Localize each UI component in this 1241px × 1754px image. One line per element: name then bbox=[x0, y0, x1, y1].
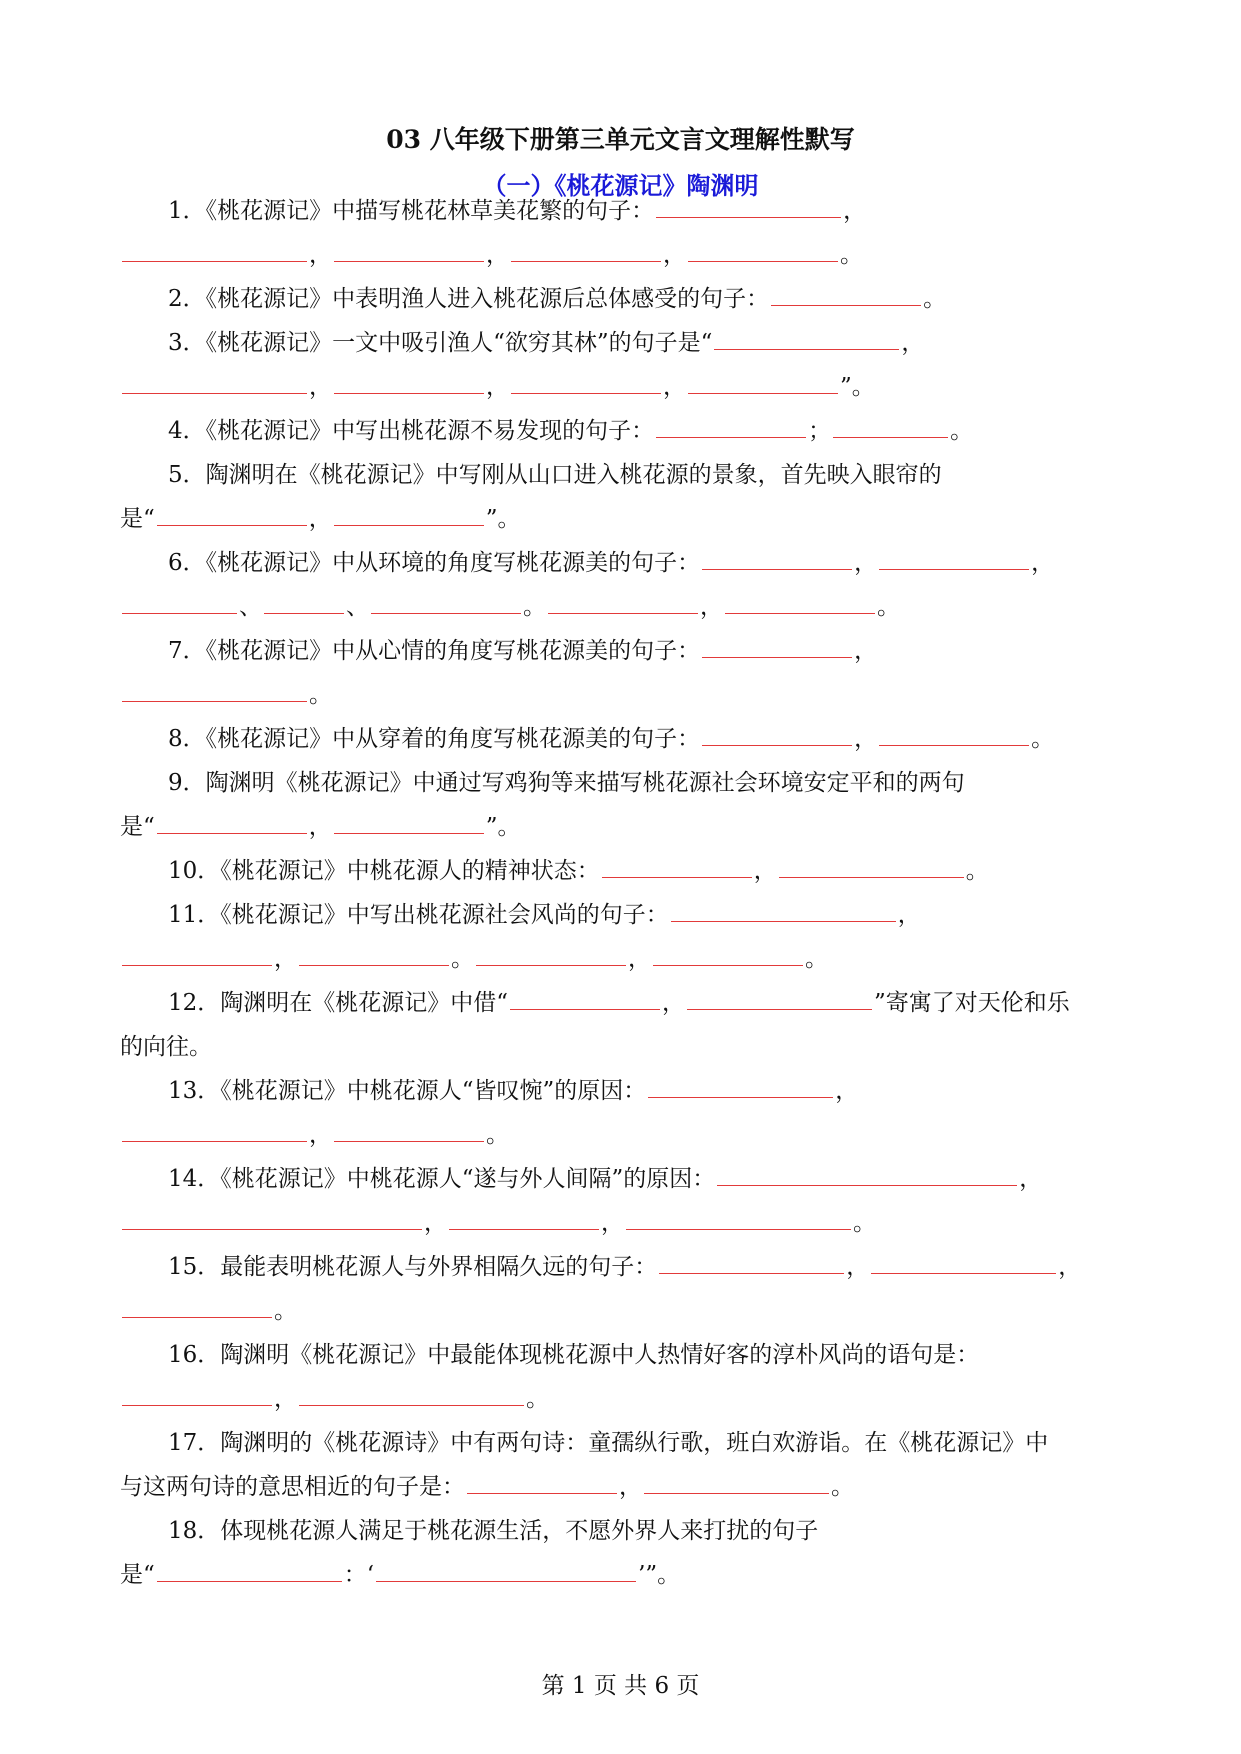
question-text: 。 bbox=[831, 1474, 854, 1500]
question-text: ， bbox=[309, 1122, 332, 1148]
answer-blank[interactable] bbox=[334, 1123, 484, 1142]
question-text: 。 bbox=[274, 1298, 297, 1324]
answer-blank[interactable] bbox=[702, 639, 852, 658]
answer-blank[interactable] bbox=[879, 551, 1029, 570]
question-text: 。 bbox=[805, 946, 828, 972]
question-text: ； bbox=[808, 418, 832, 444]
answer-blank[interactable] bbox=[717, 1167, 1017, 1186]
question-text: 13．《桃花源记》中桃花源人“皆叹惋”的原因： bbox=[168, 1078, 647, 1104]
question-line bbox=[120, 372, 1241, 402]
answer-blank[interactable] bbox=[714, 331, 899, 350]
page-footer: 第 1 页 共 6 页 bbox=[541, 1673, 700, 1699]
answer-blank[interactable] bbox=[122, 243, 307, 262]
question-text: 4．《桃花源记》中写出桃花源不易发现的句子： bbox=[168, 418, 655, 444]
answer-blank[interactable] bbox=[671, 903, 896, 922]
answer-blank[interactable] bbox=[157, 1563, 342, 1582]
question-text: ， bbox=[1019, 1166, 1043, 1192]
answer-blank[interactable] bbox=[334, 243, 484, 262]
question-line bbox=[120, 1032, 1241, 1062]
question-line bbox=[168, 328, 1241, 358]
question-text: ， bbox=[486, 242, 509, 268]
question-text: ， bbox=[753, 858, 777, 884]
answer-blank[interactable] bbox=[467, 1475, 617, 1494]
question-text: ’”。 bbox=[638, 1562, 681, 1588]
answer-blank[interactable] bbox=[688, 243, 838, 262]
question-text: ， bbox=[901, 330, 925, 356]
answer-blank[interactable] bbox=[122, 1211, 422, 1230]
question-text: 14．《桃花源记》中桃花源人“遂与外人间隔”的原因： bbox=[168, 1166, 716, 1192]
answer-blank[interactable] bbox=[334, 375, 484, 394]
question-line bbox=[168, 460, 1241, 490]
question-text: 5．陶渊明在《桃花源记》中写刚从山口进入桃花源的景象，首先映入眼帘的 bbox=[168, 462, 942, 488]
question-line bbox=[120, 240, 1241, 270]
question-text: ， bbox=[843, 198, 867, 224]
answer-blank[interactable] bbox=[656, 199, 841, 218]
question-text: 17．陶渊明的《桃花源诗》中有两句诗：童孺纵行歌，班白欢游诣。在《桃花源记》中 bbox=[168, 1430, 1049, 1456]
question-line bbox=[168, 636, 1241, 666]
answer-blank[interactable] bbox=[644, 1475, 829, 1494]
answer-blank[interactable] bbox=[299, 947, 449, 966]
question-text: 8．《桃花源记》中从穿着的角度写桃花源美的句子： bbox=[168, 726, 701, 752]
answer-blank[interactable] bbox=[122, 595, 237, 614]
answer-blank[interactable] bbox=[702, 551, 852, 570]
question-line bbox=[120, 592, 1241, 622]
answer-blank[interactable] bbox=[264, 595, 344, 614]
answer-blank[interactable] bbox=[648, 1079, 833, 1098]
question-text: ”。 bbox=[485, 814, 521, 840]
answer-blank[interactable] bbox=[779, 859, 964, 878]
question-text: ， bbox=[486, 374, 509, 400]
question-text: 、 bbox=[239, 594, 262, 620]
answer-blank[interactable] bbox=[122, 1123, 307, 1142]
answer-blank[interactable] bbox=[334, 507, 484, 526]
question-text: 2．《桃花源记》中表明渔人进入桃花源后总体感受的句子： bbox=[168, 286, 770, 312]
answer-blank[interactable] bbox=[833, 419, 948, 438]
question-line bbox=[168, 900, 1241, 930]
answer-blank[interactable] bbox=[702, 727, 852, 746]
question-text: 18．体现桃花源人满足于桃花源生活，不愿外界人来打扰的句子 bbox=[168, 1518, 819, 1544]
question-line bbox=[168, 1164, 1241, 1194]
question-text: 。 bbox=[965, 858, 989, 884]
question-line bbox=[168, 196, 1241, 226]
answer-blank[interactable] bbox=[653, 947, 803, 966]
question-line bbox=[168, 1340, 1241, 1370]
answer-blank[interactable] bbox=[122, 683, 307, 702]
question-line bbox=[168, 1252, 1241, 1282]
question-text: ， bbox=[663, 374, 686, 400]
question-line bbox=[120, 1472, 1241, 1502]
question-text: 。 bbox=[840, 242, 863, 268]
answer-blank[interactable] bbox=[659, 1255, 844, 1274]
question-text: ， bbox=[628, 946, 651, 972]
answer-blank[interactable] bbox=[626, 1211, 851, 1230]
answer-blank[interactable] bbox=[548, 595, 698, 614]
question-line bbox=[120, 1208, 1241, 1238]
question-text: ， bbox=[854, 550, 878, 576]
question-text: ， bbox=[274, 1386, 297, 1412]
answer-blank[interactable] bbox=[688, 375, 838, 394]
question-text: ， bbox=[308, 814, 332, 840]
question-text: 。 bbox=[523, 594, 546, 620]
question-text: 的向往。 bbox=[120, 1034, 212, 1060]
question-line bbox=[120, 1120, 1241, 1150]
question-line bbox=[168, 284, 1241, 314]
question-text: 。 bbox=[950, 418, 974, 444]
question-line bbox=[168, 1516, 1241, 1546]
question-line bbox=[168, 416, 1241, 446]
question-text: ， bbox=[309, 374, 332, 400]
answer-blank[interactable] bbox=[771, 287, 921, 306]
question-text: 。 bbox=[309, 682, 332, 708]
answer-blank[interactable] bbox=[122, 1387, 272, 1406]
question-text: 6．《桃花源记》中从环境的角度写桃花源美的句子： bbox=[168, 550, 701, 576]
question-text: ， bbox=[854, 726, 878, 752]
answer-blank[interactable] bbox=[687, 991, 872, 1010]
question-text: 1．《桃花源记》中描写桃花林草美花繁的句子： bbox=[168, 198, 655, 224]
answer-blank[interactable] bbox=[602, 859, 752, 878]
question-text: 7．《桃花源记》中从心情的角度写桃花源美的句子： bbox=[168, 638, 701, 664]
question-text: ：‘ bbox=[343, 1562, 375, 1588]
answer-blank[interactable] bbox=[334, 815, 484, 834]
question-text: 3．《桃花源记》一文中吸引渔人“欲穷其林”的句子是“ bbox=[168, 330, 713, 356]
answer-blank[interactable] bbox=[476, 947, 626, 966]
question-text: ”。 bbox=[485, 506, 521, 532]
question-line bbox=[120, 1384, 1241, 1414]
answer-blank[interactable] bbox=[157, 507, 307, 526]
answer-blank[interactable] bbox=[122, 375, 307, 394]
question-line bbox=[120, 1296, 1241, 1326]
answer-blank[interactable] bbox=[879, 727, 1029, 746]
question-text: ， bbox=[835, 1078, 859, 1104]
question-text: ， bbox=[619, 1474, 642, 1500]
question-text: 。 bbox=[1031, 726, 1055, 752]
answer-blank[interactable] bbox=[376, 1563, 636, 1582]
question-text: ， bbox=[1058, 1254, 1082, 1280]
question-line bbox=[168, 856, 1241, 886]
question-text: 、 bbox=[346, 594, 369, 620]
answer-blank[interactable] bbox=[871, 1255, 1056, 1274]
question-text: 。 bbox=[451, 946, 474, 972]
answer-blank[interactable] bbox=[656, 419, 806, 438]
question-text: 。 bbox=[877, 594, 900, 620]
section-subtitle: （一）《桃花源记》陶渊明 bbox=[482, 171, 759, 200]
answer-blank[interactable] bbox=[511, 243, 661, 262]
question-text: 。 bbox=[853, 1210, 876, 1236]
question-text: 10．《桃花源记》中桃花源人的精神状态： bbox=[168, 858, 600, 884]
question-line bbox=[168, 988, 1241, 1018]
question-text: ， bbox=[1031, 550, 1055, 576]
question-line bbox=[168, 1428, 1241, 1458]
answer-blank[interactable] bbox=[122, 947, 272, 966]
question-line bbox=[120, 1560, 1241, 1590]
answer-blank[interactable] bbox=[157, 815, 307, 834]
page-title: 03 八年级下册第三单元文言文理解性默写 bbox=[386, 125, 855, 154]
question-text: ”寄寓了对天伦和乐 bbox=[874, 990, 1070, 1016]
question-text: ， bbox=[308, 506, 332, 532]
question-line bbox=[120, 812, 1241, 842]
question-text: ， bbox=[662, 990, 686, 1016]
question-text: 12．陶渊明在《桃花源记》中借“ bbox=[168, 990, 509, 1016]
question-line bbox=[168, 548, 1241, 578]
answer-blank[interactable] bbox=[449, 1211, 599, 1230]
question-line bbox=[168, 1076, 1241, 1106]
answer-blank[interactable] bbox=[299, 1387, 524, 1406]
answer-blank[interactable] bbox=[122, 1299, 272, 1318]
answer-blank[interactable] bbox=[511, 375, 661, 394]
question-line bbox=[168, 724, 1241, 754]
question-text: ， bbox=[309, 242, 332, 268]
question-text: 。 bbox=[486, 1122, 509, 1148]
answer-blank[interactable] bbox=[371, 595, 521, 614]
question-text: ， bbox=[274, 946, 297, 972]
question-text: ， bbox=[854, 638, 878, 664]
question-text: ， bbox=[601, 1210, 624, 1236]
question-text: 是“ bbox=[120, 814, 155, 840]
question-text: 11．《桃花源记》中写出桃花源社会风尚的句子： bbox=[168, 902, 669, 928]
question-line bbox=[120, 944, 1241, 974]
answer-blank[interactable] bbox=[510, 991, 660, 1010]
question-text: 16．陶渊明《桃花源记》中最能体现桃花源中人热情好客的淳朴风尚的语句是： bbox=[168, 1342, 980, 1368]
question-text: 15．最能表明桃花源人与外界相隔久远的句子： bbox=[168, 1254, 658, 1280]
question-line bbox=[168, 768, 1241, 798]
question-line bbox=[120, 504, 1241, 534]
question-text: ， bbox=[897, 902, 921, 928]
question-text: ， bbox=[700, 594, 723, 620]
question-text: ， bbox=[663, 242, 686, 268]
question-text: 是“ bbox=[120, 506, 155, 532]
question-text: 与这两句诗的意思相近的句子是： bbox=[120, 1474, 465, 1500]
question-text: 9．陶渊明《桃花源记》中通过写鸡狗等来描写桃花源社会环境安定平和的两句 bbox=[168, 770, 965, 796]
question-text: 是“ bbox=[120, 1562, 155, 1588]
question-line bbox=[120, 680, 1241, 710]
question-text: ， bbox=[424, 1210, 447, 1236]
question-text: ， bbox=[846, 1254, 870, 1280]
question-text: 。 bbox=[526, 1386, 549, 1412]
answer-blank[interactable] bbox=[725, 595, 875, 614]
question-text: 。 bbox=[923, 286, 947, 312]
question-text: ”。 bbox=[840, 374, 875, 400]
